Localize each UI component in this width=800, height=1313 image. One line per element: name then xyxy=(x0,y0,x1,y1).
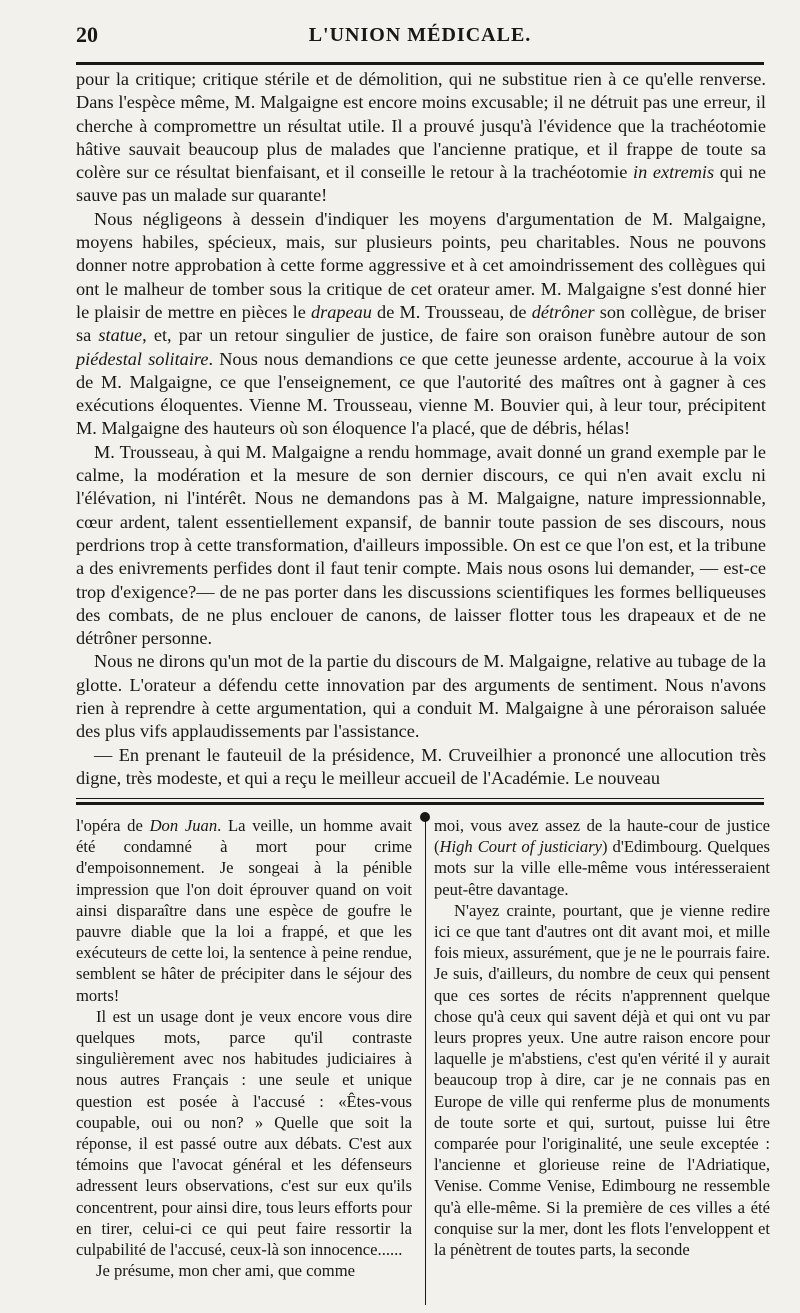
column-paragraph: moi, vous avez assez de la haute-cour de justice (High Court of justiciary) d'Edimbourg. Quelques mots sur la ville elle-même vous intéresseraient peut-être davantage. xyxy=(434,816,770,899)
main-paragraph: M. Trousseau, à qui M. Malgaigne a rendu hommage, avait donné un grand exemple par le calme, la modération et la mesure de son dernier discours, ce qui n'en avait exclu ni l'élévation, ni l'intérêt. Nous ne demandons pas à M. Malgaigne, nature impressionnable, cœur ardent, talent essentiellement expansif, de bannir toute passion de ses discours, nous perdrions trop à cette transformation, d'ailleurs impossible. On est ce que l'on est, et la tribune a des enivrements perfides dont il faut tenir compte. Mais nous osons lui demander, — est-ce trop d'exigence?— de ne pas porter dans les discussions scientifiques les formes belliqueuses des combats, de ne plus enclouer de canons, de laisser flotter tous les drapeaux et de ne détrôner personne. xyxy=(76,441,766,649)
page-number: 20 xyxy=(76,22,98,47)
column-paragraph: Il est un usage dont je veux encore vous dire quelques mots, parce qu'il contraste singulièrement avec nos habitudes judiciaires à nous autres Français : une seule et unique question est posée à l'accusé : «Êtes-vous coupable, oui ou non? » Quelle que soit la réponse, il est passé outre aux débats. C'est aux témoins que l'avocat général et les défenseurs adressent leurs observations, c'est sur eux qu'ils concentrent, pour ainsi dire, tous leurs efforts pour en tirer, celui-ci ce qui peut faire ressortir la culpabilité de l'accusé, ceux-là son innocence...... xyxy=(76,1006,412,1260)
main-paragraph: — En prenant le fauteuil de la présidence, M. Cruveilhier a prononcé une allocution très digne, très modeste, et qui a reçu le meilleur accueil de l'Académie. Le nouveau xyxy=(76,744,766,788)
page-header xyxy=(76,22,764,52)
main-article xyxy=(76,68,766,790)
feuilleton-rule-thick xyxy=(76,802,764,805)
main-paragraph: pour la critique; critique stérile et de démolition, qui ne substitue rien à ce qu'elle renverse. Dans l'espèce même, M. Malgaigne est encore moins excusable; il ne détruit pas une erreur, il cherche à compromettre un résultat utile. Il a prouvé jusqu'à l'évidence que la trachéotomie hâtive sauvait beaucoup plus de malades que l'ancienne pratique, et il frappe de toute sa colère sur ce résultat bienfaisant, et il conseille le retour à la trachéotomie in extremis qui ne sauve pas un malade sur quarante! xyxy=(76,69,766,206)
feuilleton-right-column xyxy=(434,815,770,1260)
main-paragraph: Nous ne dirons qu'un mot de la partie du discours de M. Malgaigne, relative au tubage de la glotte. L'orateur a défendu cette innovation par des arguments de sentiment. Nous n'avons rien à reprendre à cette argumentation, qui a conduit M. Malgaigne à une péroraison saluée des plus vifs applaudissements par l'assistance. xyxy=(76,651,766,742)
column-paragraph: N'ayez crainte, pourtant, que je vienne redire ici ce que tant d'autres ont dit avant moi, et mille fois mieux, assurément, que je ne le pourrais faire. Je suis, d'ailleurs, du nombre de ceux qui pensent que ces sortes de récits n'apprennent quelque chose qu'à ceux qui savent déjà et qui ont vu par leurs propres yeux. Une autre raison encore pour laquelle je m'abstiens, c'est qu'en vérité il y aurait beaucoup trop à dire, car je ne connais pas en Europe de ville qui renferme plus de monuments de toute sorte et qui, surtout, puisse lui être comparée pour l'originalité, une seule exceptée : l'ancienne et glorieuse reine de l'Adriatique, Venise. Comme Venise, Edimbourg ne ressemble qu'à elle-même. Si la première de ces villes a été conquise sur la mer, dont les flots l'enveloppent et la pénètrent de toutes parts, la seconde xyxy=(434,900,770,1260)
header-rule xyxy=(76,62,764,65)
main-paragraph: Nous négligeons à dessein d'indiquer les moyens d'argumentation de M. Malgaigne, moyens habiles, spécieux, mais, sur plusieurs points, peu charitables. Nous ne pouvons donner notre approbation à cette forme aggressive et à cet amoindrissement des collègues qui ont le malheur de tomber sous la critique de cet orateur amer. M. Malgaigne s'est donné hier le plaisir de mettre en pièces le drapeau de M. Trousseau, de détrôner son collègue, de briser sa statue, et, par un retour singulier de justice, de faire son oraison funèbre autour de son piédestal solitaire. Nous nous demandions ce que cette jeunesse ardente, accourue à la voix de M. Malgaigne, ce que l'enseignement, ce que l'autorité des maîtres ont à gagner à ces exécutions éloquentes. Vienne M. Trousseau, vienne M. Bouvier qui, à leur tour, précipitent M. Malgaigne des hauteurs où son éloquence l'a placé, que de débris, hélas! xyxy=(76,208,766,439)
column-divider xyxy=(425,815,426,1305)
feuilleton-left-column xyxy=(76,815,412,1281)
feuilleton-rule-thin xyxy=(76,798,764,799)
column-paragraph: l'opéra de Don Juan. La veille, un homme avait été condamné à mort pour crime d'empoisonnement. Je songeai à la pénible impression que l'on doit éprouver quand on voit ainsi disparaître dans une espèce de goufre le pauvre diable que la loi a frappé, et que les exécuteurs de cette loi, la sentence à peine rendue, semblent se hâter de précipiter dans le séjour des morts! xyxy=(76,816,412,1005)
journal-title: L'UNION MÉDICALE. xyxy=(308,24,532,46)
column-paragraph: Je présume, mon cher ami, que comme xyxy=(96,1261,355,1281)
